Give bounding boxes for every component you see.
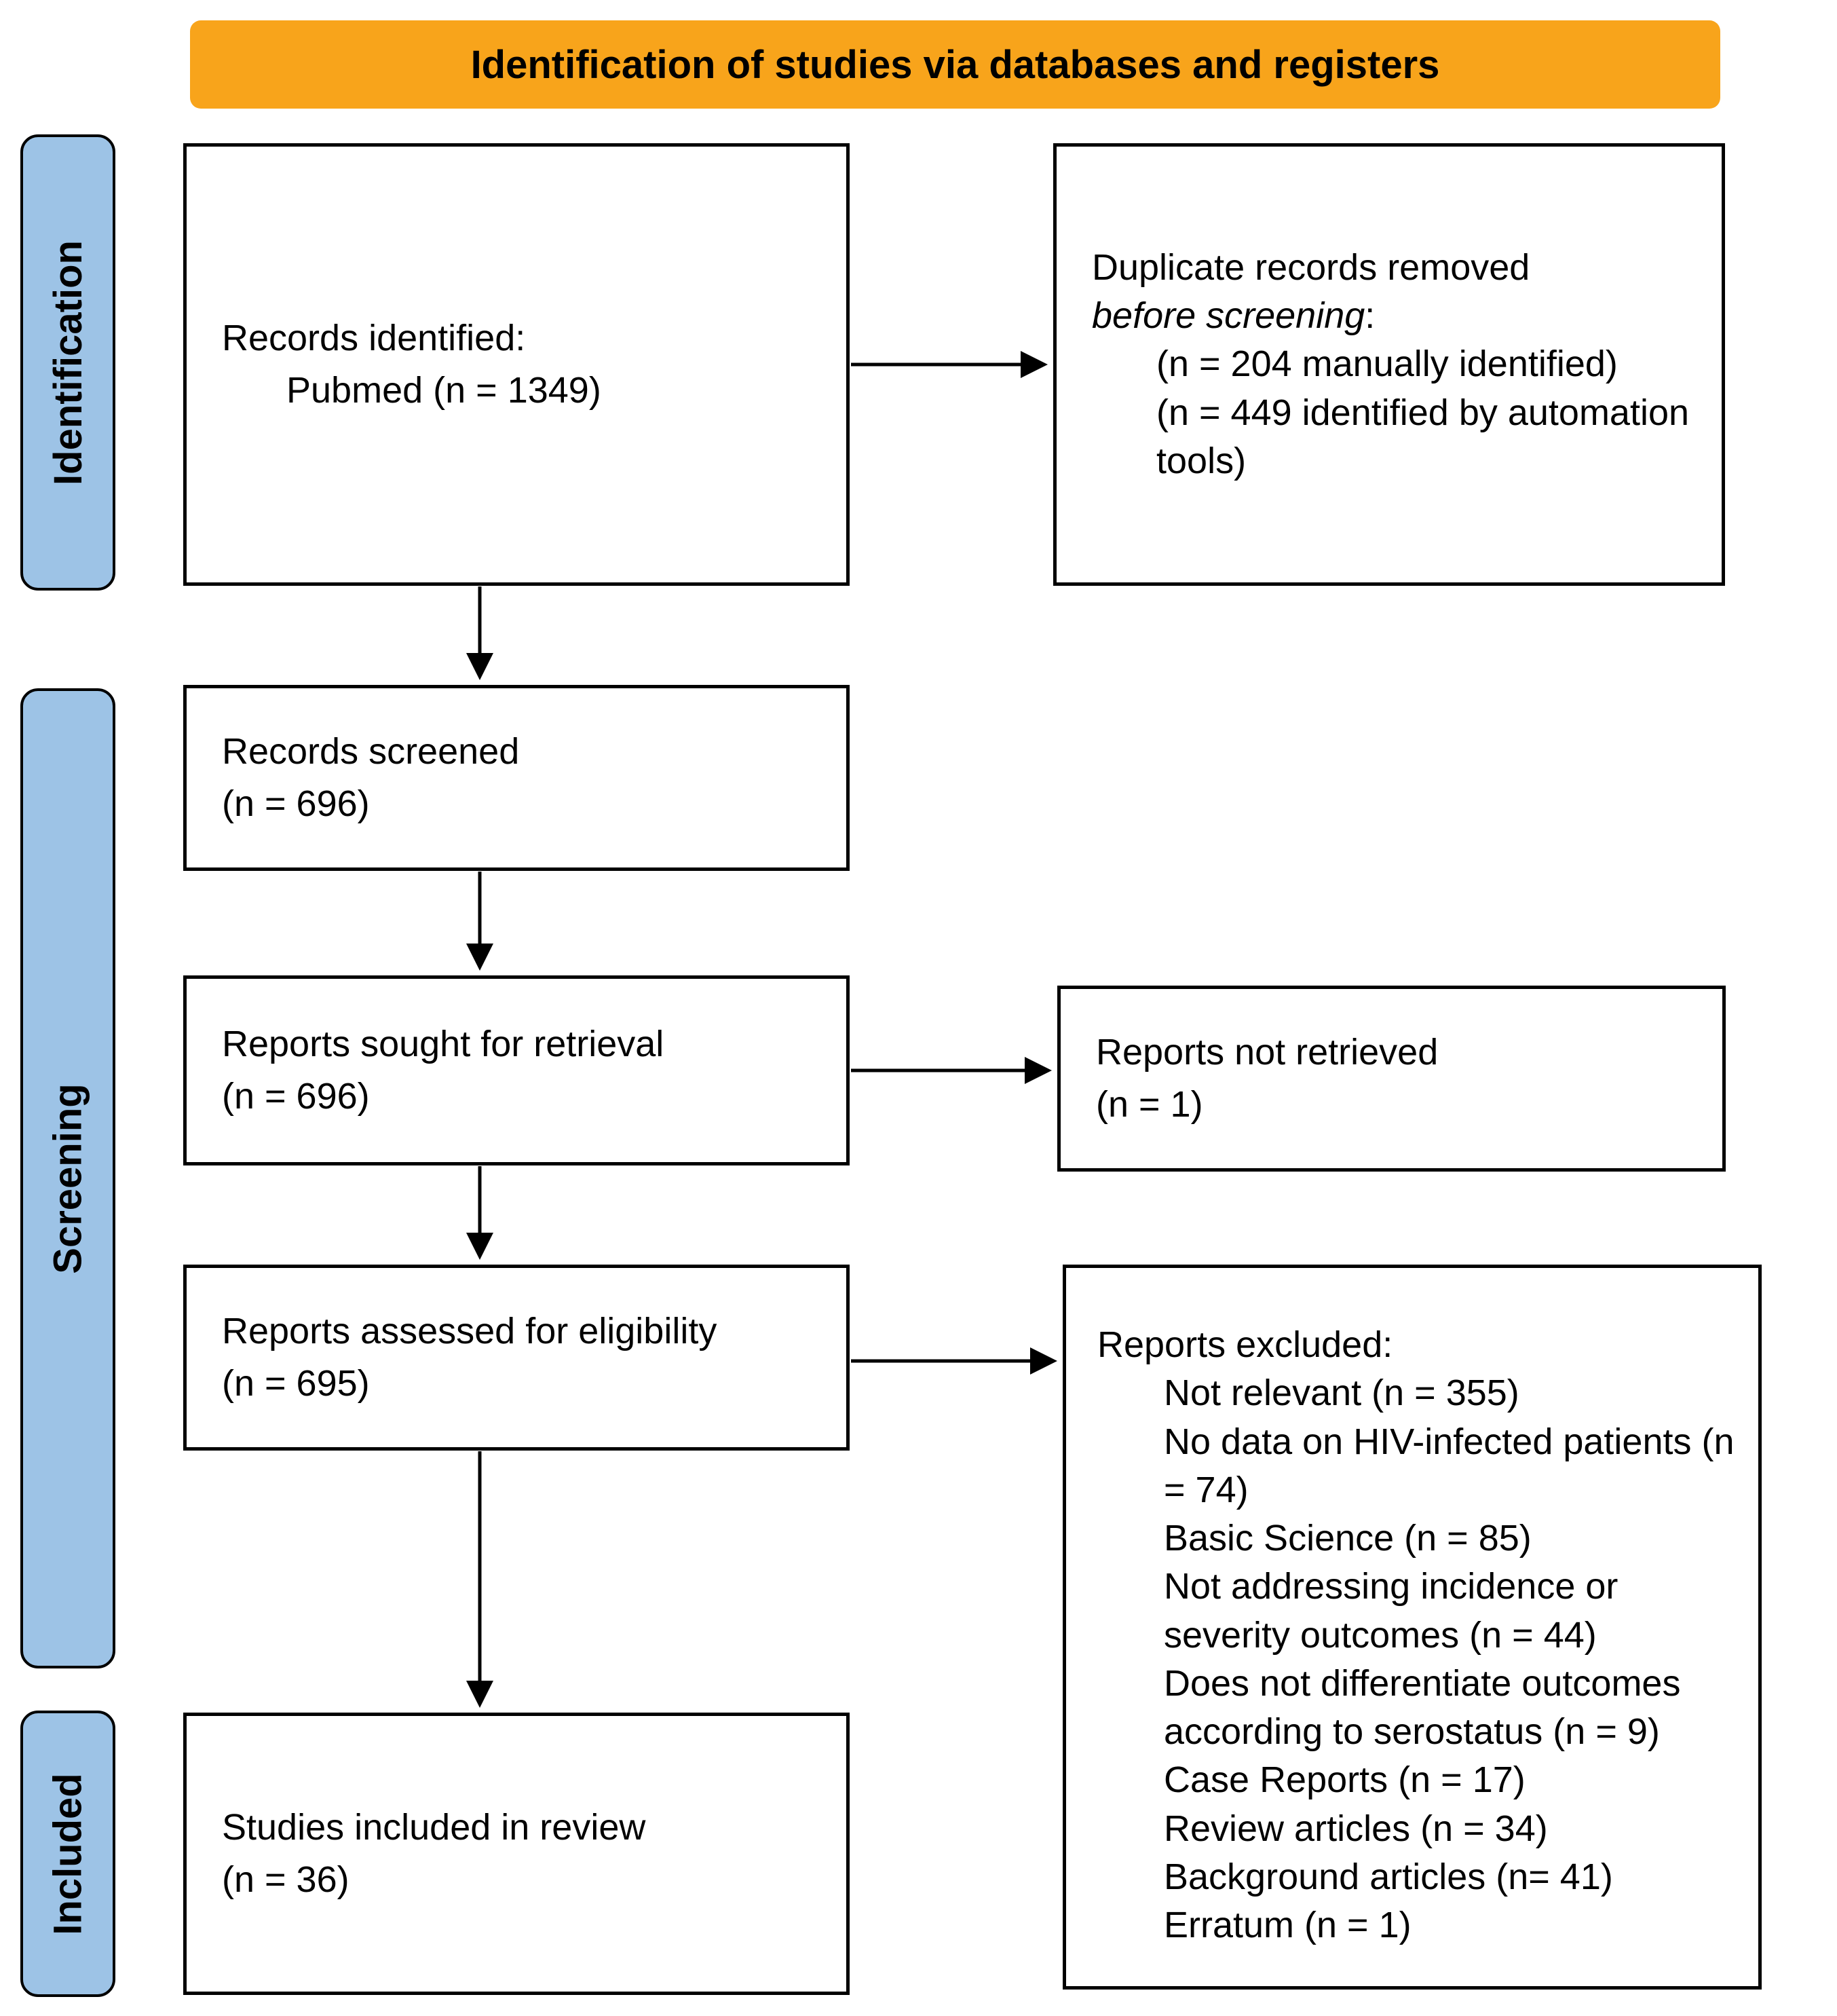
reports-sought-box <box>183 975 850 1165</box>
reports-assessed-line2: (n = 695) <box>222 1363 370 1404</box>
reports-excluded-box <box>1063 1265 1762 1990</box>
records-identified-box <box>183 143 850 586</box>
stage-label-included-text: Included <box>45 1772 90 1935</box>
reports-assessed-line1: Reports assessed for eligibility <box>222 1311 717 1352</box>
reports-excluded-item: Basic Science (n = 85) <box>1164 1518 1532 1559</box>
reports-excluded-item: Case Reports (n = 17) <box>1164 1759 1526 1801</box>
duplicates-removed-line2 <box>1092 292 1701 340</box>
arrow-identified-to-screened <box>466 586 493 680</box>
arrow-sought-to-assessed <box>466 1166 493 1260</box>
reports-excluded-item: Background articles (n= 41) <box>1164 1856 1613 1897</box>
reports-not-retrieved-box <box>1057 986 1726 1172</box>
reports-excluded-item: Erratum (n = 1) <box>1164 1905 1412 1946</box>
stage-label-identification <box>20 134 115 591</box>
arrow-identified-to-duplicates <box>851 351 1048 378</box>
reports-excluded-item: Not addressing incidence or severity outcomes (n = 44) <box>1164 1566 1618 1656</box>
studies-included-line1: Studies included in review <box>222 1807 646 1848</box>
reports-excluded-item: Not relevant (n = 355) <box>1164 1373 1519 1414</box>
reports-excluded-item: Review articles (n = 34) <box>1164 1808 1548 1849</box>
diagram-title: Identification of studies via databases and registers <box>470 42 1440 87</box>
stage-label-identification-text: Identification <box>45 240 90 485</box>
duplicates-removed-item: (n = 449 identified by automation tools) <box>1156 392 1690 481</box>
arrow-assessed-to-included <box>466 1451 493 1708</box>
arrow-sought-to-not-retrieved <box>851 1057 1052 1084</box>
duplicates-removed-box <box>1053 143 1725 586</box>
stage-label-screening <box>20 688 115 1668</box>
reports-excluded-item: No data on HIV-infected patients (n = 74) <box>1164 1421 1735 1510</box>
reports-not-retrieved-line2: (n = 1) <box>1096 1084 1203 1125</box>
arrow-assessed-to-excluded <box>851 1347 1057 1375</box>
reports-excluded-title: Reports excluded: <box>1097 1324 1393 1365</box>
records-identified-line2: Pubmed (n = 1349) <box>286 370 601 411</box>
duplicates-removed-item: (n = 204 manually identified) <box>1156 343 1618 385</box>
reports-sought-line1: Reports sought for retrieval <box>222 1024 664 1065</box>
studies-included-box <box>183 1713 850 1995</box>
records-screened-line1: Records screened <box>222 731 520 772</box>
records-screened-line2: (n = 696) <box>222 783 370 824</box>
records-screened-box <box>183 685 850 871</box>
duplicates-removed-line1: Duplicate records removed <box>1092 246 1530 288</box>
studies-included-line2: (n = 36) <box>222 1859 349 1900</box>
stage-label-screening-text: Screening <box>45 1083 90 1274</box>
diagram-title-banner <box>190 20 1720 109</box>
duplicates-removed-line2-italic: before screening <box>1092 295 1365 337</box>
records-identified-line1: Records identified: <box>222 318 526 359</box>
reports-excluded-item: Does not differentiate outcomes according to serostatus (n = 9) <box>1164 1662 1681 1753</box>
reports-not-retrieved-line1: Reports not retrieved <box>1096 1032 1439 1073</box>
arrow-screened-to-sought <box>466 872 493 971</box>
reports-assessed-box <box>183 1265 850 1451</box>
duplicates-removed-line2-suffix: : <box>1365 295 1376 337</box>
reports-sought-line2: (n = 696) <box>222 1076 370 1117</box>
stage-label-included <box>20 1711 115 1997</box>
